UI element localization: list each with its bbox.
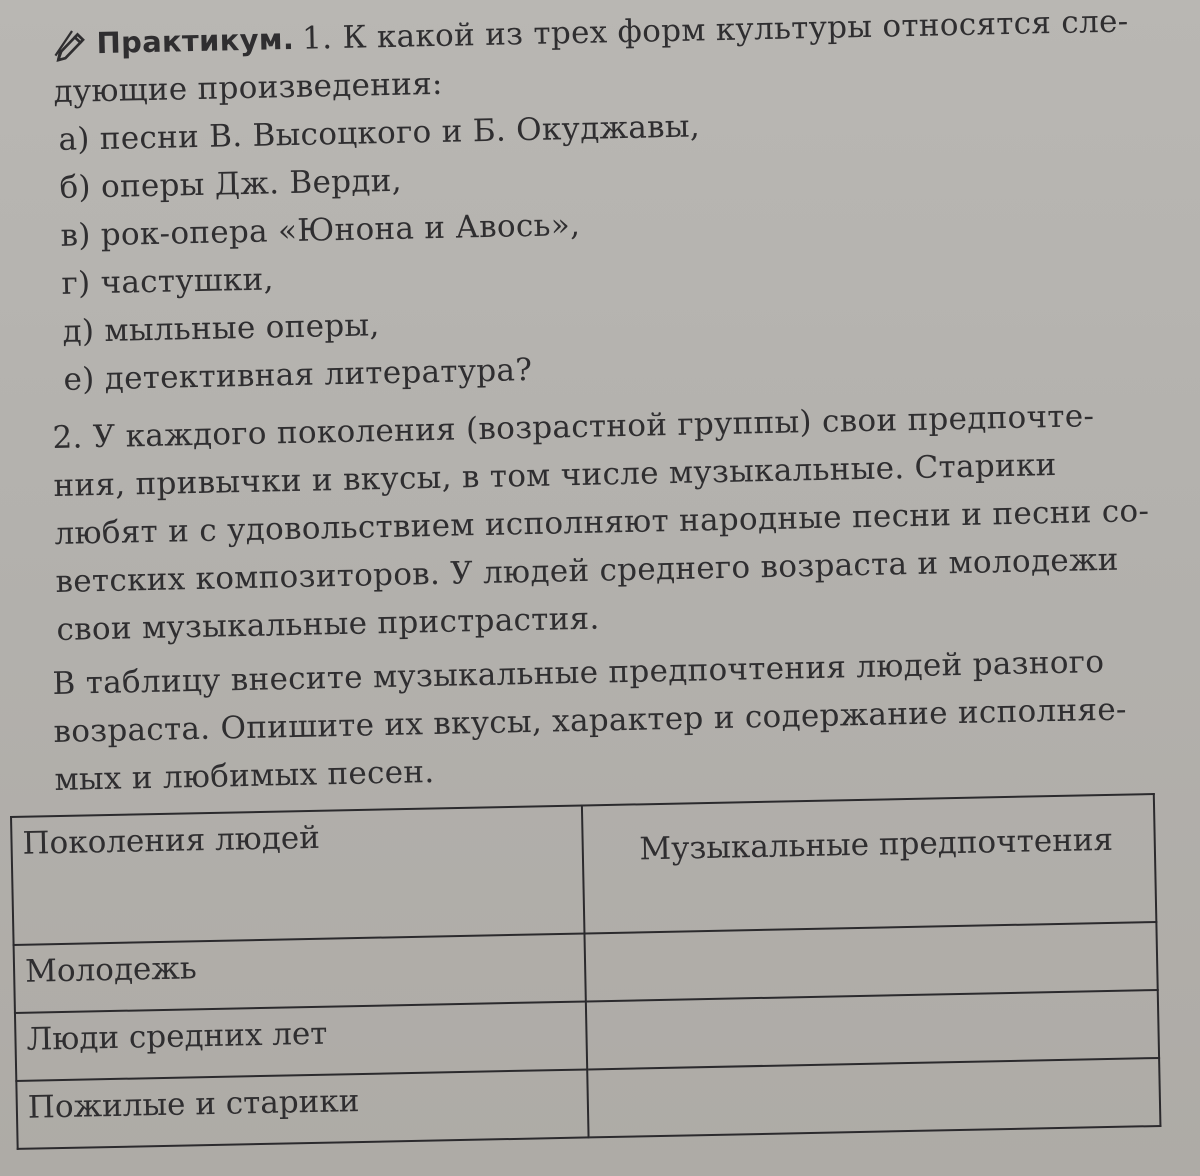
list-item: г) частушки, xyxy=(61,261,275,302)
list-item: б) оперы Дж. Верди, xyxy=(59,162,403,206)
table-cell xyxy=(587,1058,1161,1137)
table-header-cell-preferences: Музыкальные предпочтения xyxy=(582,794,1157,933)
task-1-list xyxy=(54,93,1160,404)
list-item: д) мыльные оперы, xyxy=(62,307,380,350)
task-2-line: ветских композиторов. У людей среднего возраста и молодежи xyxy=(55,541,1120,600)
task-2-line: 2. У каждого поколения (возрастной группы) свои предпочте- xyxy=(52,398,1095,456)
practice-section xyxy=(52,0,1160,404)
table-header-row xyxy=(11,794,1156,945)
table-cell xyxy=(584,922,1158,1001)
table-header-cell-generation: Поколения людей xyxy=(11,806,584,945)
task-2-line: любят и с удовольствием исполняют народные песни и песни со- xyxy=(54,493,1150,552)
task-2-line: ния, привычки и вкусы, в том числе музыкальные. Старики xyxy=(53,446,1057,504)
list-item: в) рок-опера «Юнона и Авось», xyxy=(60,206,581,254)
table-cell: Люди средних лет xyxy=(15,1001,587,1080)
practice-title: Практикум. xyxy=(96,21,295,61)
task-2-line: свои музыкальные пристрастия. xyxy=(56,600,600,648)
task-3-line: мых и любимых песен. xyxy=(54,754,435,798)
task-3-line: возраста. Опишите их вкусы, характер и содержание исполняе- xyxy=(53,691,1128,750)
pencil-icon xyxy=(52,25,89,62)
table-cell xyxy=(585,990,1159,1069)
list-item: а) песни В. Высоцкого и Б. Окуджавы, xyxy=(58,108,701,158)
task-2-paragraph xyxy=(52,391,1157,654)
task-3-line: В таблицу внесите музыкальные предпочтения людей разного xyxy=(52,643,1105,702)
task-1-line-2: дующие произведения: xyxy=(53,65,444,110)
list-item: е) детективная литература? xyxy=(63,352,533,398)
table-cell: Пожилые и старики xyxy=(16,1069,588,1148)
task-1-line-1: 1. К какой из трех форм культуры относятся сле- xyxy=(301,3,1129,57)
task-3-paragraph xyxy=(52,637,1155,804)
music-preferences-table xyxy=(10,793,1161,1126)
table-cell: Молодежь xyxy=(14,934,586,1013)
table xyxy=(10,793,1161,1150)
